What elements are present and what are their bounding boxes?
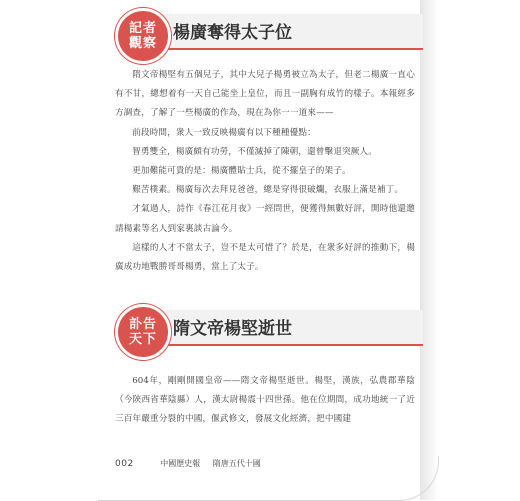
title-bar [145, 14, 423, 50]
badge-line-1: 記者 [128, 21, 157, 36]
paragraph: 隋文帝楊堅有五個兒子，其中大兒子楊勇被立為太子，但老二楊廣一直心有不甘，總想着有一天自己能坐上皇位，而且一副胸有成竹的樣子。本報經多方調查，了解了一些楊廣的作為，現在為你一一道來—— [115, 70, 415, 119]
paragraph: 才氣過人，詩作《春江花月夜》一經問世，便獲得無數好評，開時他還邀請楊素等名人到家裏談古論今。 [115, 204, 415, 234]
paragraph: 智勇雙全，楊廣頗有功勞，不僅滅掉了陳朝，還曾擊退突厥人。 [132, 146, 378, 157]
paragraph: 604年，剛剛開國皇帝——隋文帝楊堅逝世。楊堅，漢族，弘農郡華陰（今陝西省華陰縣）人，漢太尉楊震十四世孫。他在位期間，成功地統一了近三百年嚴重分裂的中國，偃武修文，發展文化經濟，把中國建 [115, 376, 415, 425]
volume-title: 隋唐五代十國 [212, 459, 261, 468]
badge-line-1: 訃告 [128, 317, 157, 332]
badge-line-2: 天下 [128, 332, 157, 347]
page-number: 002 [115, 459, 134, 469]
page-edge-shadow [420, 0, 438, 500]
title-bar [145, 310, 423, 346]
section-header-reporter [115, 8, 421, 60]
badge-line-2: 觀察 [128, 36, 157, 51]
paragraph: 前段時間，衆人一致反映楊廣有以下種種優點： [132, 127, 316, 138]
section-title: 隋文帝楊堅逝世 [173, 319, 292, 339]
paragraph: 更加難能可貴的是：楊廣體貼士兵，從不擺皇子的架子。 [132, 166, 351, 177]
section-1-body [115, 66, 415, 277]
section-title: 楊廣奪得太子位 [173, 23, 292, 43]
reporter-badge [115, 8, 171, 64]
paragraph: 這樣的人才不當太子，豈不是太可惜了？於是，在衆多好評的推動下，楊廣成功地戰勝哥哥楊勇，當上了太子。 [115, 242, 415, 273]
section-header-obituary [115, 304, 421, 356]
obituary-badge [115, 304, 171, 360]
section-2-body [115, 372, 415, 430]
paragraph: 艱苦樸素。楊廣每次去拜見爸爸，總是穿得很破爛，衣服上滿是補丁。 [132, 185, 404, 196]
book-title: 中國歷史報 [160, 459, 201, 468]
page-footer [115, 458, 261, 472]
